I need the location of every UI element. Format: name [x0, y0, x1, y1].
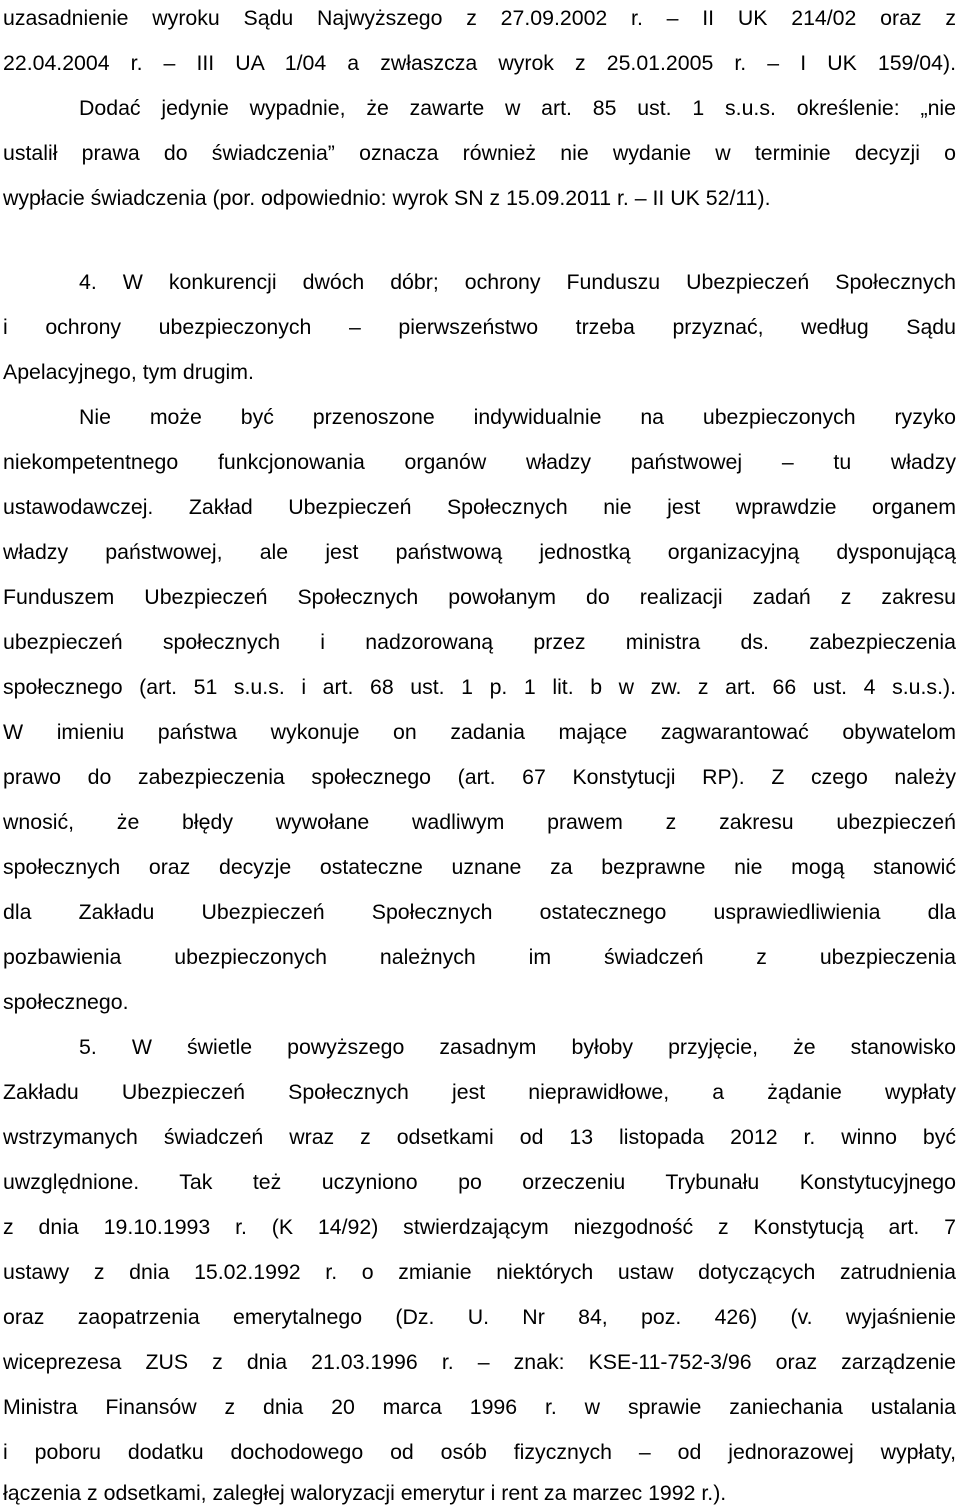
text-line: 4. W konkurencji dwóch dóbr; ochrony Funduszu Ubezpieczeń Społecznych — [79, 270, 956, 294]
text-line: pozbawienia ubezpieczonych należnych im świadczeń z ubezpieczenia — [3, 945, 956, 969]
text-line: władzy państwowej, ale jest państwową jednostką organizacyjną dysponującą — [3, 540, 956, 564]
text-line: dla Zakładu Ubezpieczeń Społecznych ostatecznego usprawiedliwienia dla — [3, 900, 956, 924]
text-line: W imieniu państwa wykonuje on zadania mające zagwarantować obywatelom — [3, 720, 956, 744]
text-line: wnosić, że błędy wywołane wadliwym prawem z zakresu ubezpieczeń — [3, 810, 956, 834]
text-line: Nie może być przenoszone indywidualnie na ubezpieczonych ryzyko — [79, 405, 956, 429]
text-line: ubezpieczeń społecznych i nadzorowaną przez ministra ds. zabezpieczenia — [3, 630, 956, 654]
text-line: prawo do zabezpieczenia społecznego (art. 67 Konstytucji RP). Z czego należy — [3, 765, 956, 789]
text-line: i ochrony ubezpieczonych – pierwszeństwo trzeba przyznać, według Sądu — [3, 315, 956, 339]
text-line: uzasadnienie wyroku Sądu Najwyższego z 27.09.2002 r. – II UK 214/02 oraz z — [3, 6, 956, 30]
text-line: Zakładu Ubezpieczeń Społecznych jest nieprawidłowe, a żądanie wypłaty — [3, 1080, 956, 1104]
text-line: 5. W świetle powyższego zasadnym byłoby przyjęcie, że stanowisko — [79, 1035, 956, 1059]
text-line: ustawodawczej. Zakład Ubezpieczeń Społecznych nie jest wprawdzie organem — [3, 495, 956, 519]
text-line: Ministra Finansów z dnia 20 marca 1996 r. w sprawie zaniechania ustalania — [3, 1395, 956, 1419]
text-line: ustawy z dnia 15.02.1992 r. o zmianie niektórych ustaw dotyczących zatrudnienia — [3, 1260, 956, 1284]
text-line: Apelacyjnego, tym drugim. — [3, 360, 254, 384]
text-line: wiceprezesa ZUS z dnia 21.03.1996 r. – znak: KSE-11-752-3/96 oraz zarządzenie — [3, 1350, 956, 1374]
text-line: społecznego. — [3, 990, 129, 1014]
text-line: społecznego (art. 51 s.u.s. i art. 68 ust. 1 p. 1 lit. b w zw. z art. 66 ust. 4 s.u.s.). — [3, 675, 956, 699]
text-line: 22.04.2004 r. – III UA 1/04 a zwłaszcza wyrok z 25.01.2005 r. – I UK 159/04). — [3, 51, 956, 75]
text-line: niekompetentnego funkcjonowania organów władzy państwowej – tu władzy — [3, 450, 956, 474]
text-line: uwzględnione. Tak też uczyniono po orzeczeniu Trybunału Konstytucyjnego — [3, 1170, 956, 1194]
text-line: i poboru dodatku dochodowego od osób fizycznych – od jednorazowej wypłaty, — [3, 1440, 956, 1464]
text-line: społecznych oraz decyzje ostateczne uznane za bezprawne nie mogą stanowić — [3, 855, 956, 879]
text-line: oraz zaopatrzenia emerytalnego (Dz. U. Nr 84, poz. 426) (v. wyjaśnienie — [3, 1305, 956, 1329]
text-line: Funduszem Ubezpieczeń Społecznych powołanym do realizacji zadań z zakresu — [3, 585, 956, 609]
text-line: ustalił prawa do świadczenia” oznacza również nie wydanie w terminie decyzji o — [3, 141, 956, 165]
text-line: wypłacie świadczenia (por. odpowiednio: wyrok SN z 15.09.2011 r. – II UK 52/11). — [3, 186, 771, 210]
text-line: wstrzymanych świadczeń wraz z odsetkami od 13 listopada 2012 r. winno być — [3, 1125, 956, 1149]
text-line: łączenia z odsetkami, zaległej waloryzacji emerytur i rent za marzec 1992 r.). — [3, 1481, 727, 1505]
text-line: Dodać jedynie wypadnie, że zawarte w art. 85 ust. 1 s.u.s. określenie: „nie — [79, 96, 956, 120]
text-line: z dnia 19.10.1993 r. (K 14/92) stwierdzającym niezgodność z Konstytucją art. 7 — [3, 1215, 956, 1239]
